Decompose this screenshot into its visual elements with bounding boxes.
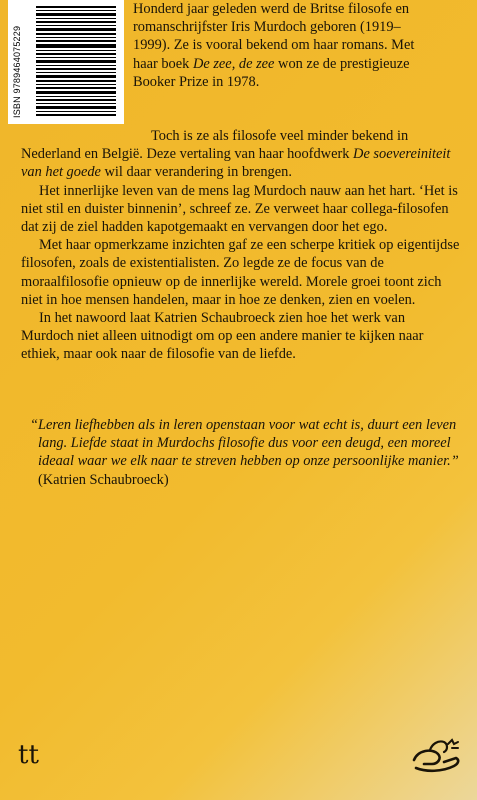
hand-holding-mark-icon bbox=[408, 728, 464, 778]
paragraph-line-part: won ze de prestigieuze bbox=[274, 55, 410, 72]
paragraph-line: Honderd jaar geleden werd de Britse filosofe en bbox=[133, 1, 410, 17]
paragraph-intro bbox=[133, 0, 461, 91]
blurb-text-main bbox=[21, 127, 461, 364]
paragraph-toch-text-a: Toch is ze als filosofe veel minder bekend in Nederland en België. Deze vertaling van haar hoofdwerk bbox=[21, 128, 409, 163]
paragraph-opmerkzame: Met haar opmerkzame inzichten gaf ze een scherpe kritiek op eigentijdse filosofen, zoals de existentialisten. Zo legde ze de focus van de moraalfilosofie opnieuw op de innerlijke wereld. Morele groei toont zich niet in hoe mensen handelen, maar in hoe ze denken, zien en voelen. bbox=[21, 237, 460, 308]
paragraph-line: 1999). Ze is vooral bekend om haar romans. Met bbox=[133, 37, 415, 54]
paragraph-nawoord: In het nawoord laat Katrien Schaubroeck zien hoe het werk van Murdoch niet alleen uitnodigt om op een andere manier te kijken naar ethiek, maar ook naar de filosofie van de liefde. bbox=[21, 310, 424, 363]
isbn-label: ISBN 9789464075229 bbox=[12, 25, 22, 118]
book-title-de-zee: De zee, de zee bbox=[192, 55, 275, 72]
pull-quote bbox=[30, 416, 460, 489]
paragraph-innerlijke-leven: Het innerlijke leven van de mens lag Murdoch nauw aan het hart. ‘Het is niet stil en duister binnenin’, schreef ze. Ze verweet haar collega-filosofen dat zij de ziel hadden kapotgemaakt en vervangen door het ego. bbox=[21, 182, 458, 236]
blurb-text bbox=[21, 0, 461, 91]
paragraph-line: romanschrijfster Iris Murdoch geboren (1919– bbox=[133, 19, 401, 36]
paragraph-line: Booker Prize in 1978. bbox=[133, 73, 260, 90]
publisher-logo-tt: tt bbox=[18, 740, 39, 770]
paragraph-line bbox=[133, 55, 461, 73]
quote-text: “Leren liefhebben als in leren openstaan voor wat echt is, duurt een leven lang. Liefde staat in Murdochs filosofie dus voor een deugd, een moreel ideaal waar we elk naar te streven hebben op onze persoonlijke manier.” bbox=[30, 417, 459, 470]
quote-author: (Katrien Schaubroeck) bbox=[38, 471, 169, 488]
book-title-soevereiniteit: De soevereiniteit van het goede bbox=[21, 146, 451, 181]
paragraph-toch bbox=[21, 127, 461, 182]
paragraph-toch-text-b: wil daar verandering in brengen. bbox=[100, 164, 292, 181]
paragraph-line-part: haar boek bbox=[133, 55, 193, 72]
